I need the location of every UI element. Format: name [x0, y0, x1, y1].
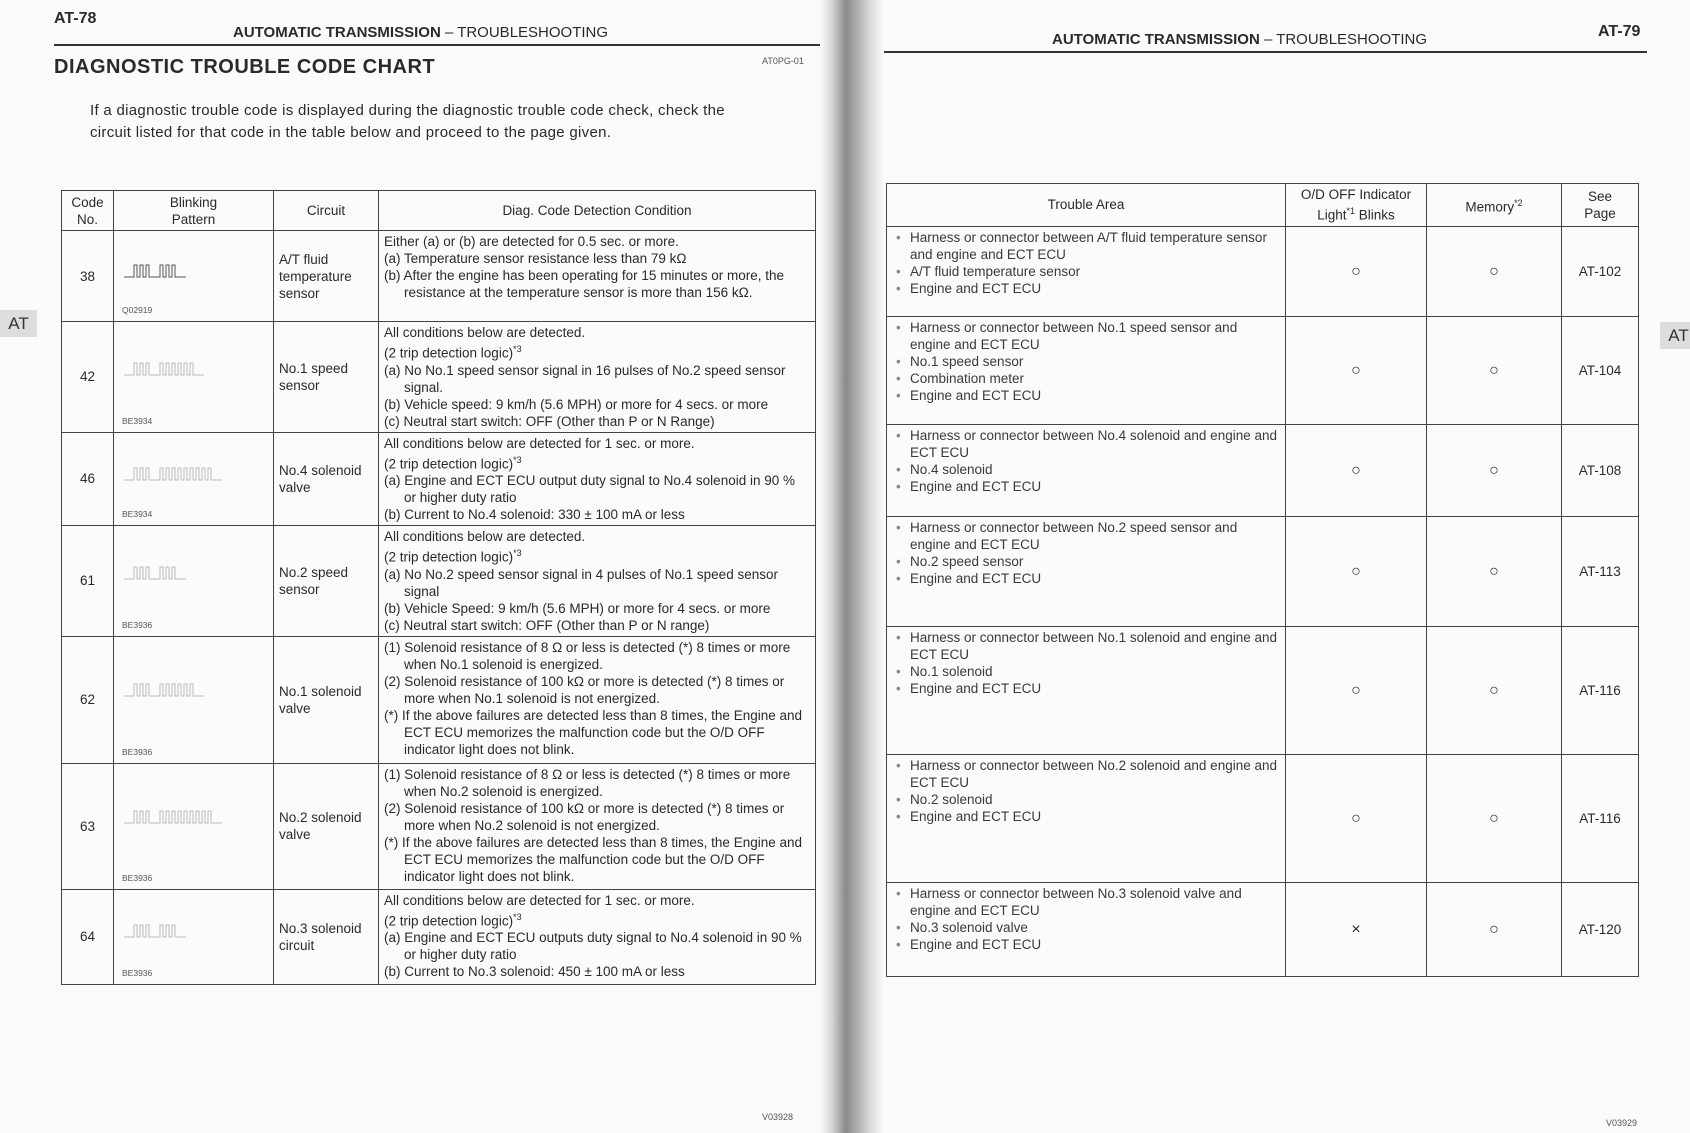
code-number: 63 [62, 763, 114, 889]
condition-line: (2 trip detection logic)$^{*3}$ [384, 344, 522, 361]
pulse-pattern-icon [124, 923, 254, 939]
condition-line: (2) Solenoid resistance of 100 kΩ or more is detected (*) 8 times or more when No.2 solenoid is not energized. [384, 800, 785, 833]
memory-mark: ○ [1427, 316, 1562, 424]
condition-line: (b) Vehicle speed: 9 km/h (5.6 MPH) or more for 4 secs. or more [384, 396, 769, 412]
od-off-blinks-mark: ○ [1286, 424, 1427, 516]
table-header-row [62, 191, 816, 231]
od-off-blinks-mark: ○ [1286, 626, 1427, 754]
trouble-area-item: • No.2 solenoid [892, 791, 1280, 808]
circuit-name: A/T fluid temperature sensor [274, 231, 379, 322]
detection-condition [379, 432, 816, 526]
od-off-blinks-mark: ○ [1286, 516, 1427, 626]
trouble-area-item: • Engine and ECT ECU [892, 570, 1280, 587]
memory-mark: ○ [1427, 226, 1562, 316]
memory-mark: ○ [1427, 882, 1562, 976]
header-text: Blinks [1355, 207, 1395, 223]
trouble-area-item: • Harness or connector between No.1 speed sensor and engine and ECT ECU [892, 319, 1280, 353]
condition-line: (1) Solenoid resistance of 8 Ω or less is detected (*) 8 times or more when No.2 solenoid is energized. [384, 766, 791, 799]
table-row [62, 231, 816, 322]
header-text: Memory [1465, 199, 1515, 214]
header-condition: Diag. Code Detection Condition [379, 191, 816, 231]
header-text: See [1587, 188, 1613, 204]
figure-code: BE3936 [122, 872, 153, 883]
intro-text [90, 100, 725, 144]
see-page: AT-116 [1562, 626, 1639, 754]
figure-code: BE3936 [122, 967, 153, 978]
od-off-blinks-mark: ○ [1286, 316, 1427, 424]
header-text: Page [1584, 205, 1616, 221]
figure-code: Q02919 [122, 305, 153, 315]
pulse-pattern-icon [124, 565, 254, 581]
circuit-name: No.3 solenoid circuit [274, 889, 379, 984]
blinking-pattern [114, 636, 274, 763]
header-circuit: Circuit [274, 191, 379, 231]
detection-condition [379, 636, 816, 763]
condition-line: (c) Neutral start switch: OFF (Other than P or N Range) [384, 413, 715, 429]
blinking-pattern [114, 889, 274, 984]
running-head-rest: – TROUBLESHOOTING [440, 24, 609, 41]
header-pattern [114, 191, 274, 231]
figure-code: V03928 [762, 1112, 794, 1122]
od-off-blinks-mark: ○ [1286, 754, 1427, 882]
trouble-area-item: • Harness or connector between No.2 speed sensor and engine and ECT ECU [892, 519, 1280, 553]
blinking-pattern [114, 763, 274, 889]
pulse-pattern-icon [124, 682, 254, 698]
header-code [62, 191, 114, 231]
trouble-area-item: • No.1 solenoid [892, 663, 1280, 680]
detection-condition [379, 526, 816, 637]
header-text: Light [1317, 207, 1347, 223]
memory-mark: ○ [1427, 424, 1562, 516]
trouble-area-item: • A/T fluid temperature sensor [892, 263, 1280, 280]
condition-line: All conditions below are detected for 1 sec. or more. [384, 435, 695, 451]
trouble-area-item: • No.3 solenoid valve [892, 919, 1280, 936]
table-row [887, 754, 1639, 882]
code-number: 64 [62, 889, 114, 984]
intro-line: circuit listed for that code in the table below and proceed to the page given. [90, 124, 612, 141]
pulse-pattern-icon [124, 466, 254, 482]
circuit-name: No.1 speed sensor [274, 322, 379, 433]
condition-line: (a) Temperature sensor resistance less than 79 kΩ [384, 251, 687, 266]
pulse-line [124, 567, 186, 579]
trouble-area [887, 626, 1286, 754]
see-page: AT-120 [1562, 882, 1639, 976]
header-od-off-blinks [1286, 184, 1427, 227]
header-text [1291, 203, 1421, 224]
trouble-area-item: • No.1 speed sensor [892, 353, 1280, 370]
trouble-area-item: • Engine and ECT ECU [892, 680, 1280, 697]
trouble-area-item: • Engine and ECT ECU [892, 808, 1280, 825]
condition-line: (1) Solenoid resistance of 8 Ω or less is detected (*) 8 times or more when No.1 solenoid is energized. [384, 639, 791, 672]
condition-line: (a) Engine and ECT ECU outputs duty signal to No.4 solenoid in 90 % or higher duty ratio [384, 930, 802, 962]
table-row [62, 432, 816, 526]
table-row [887, 626, 1639, 754]
page-number: AT-79 [1598, 23, 1641, 40]
figure-code: BE3936 [122, 619, 153, 630]
running-head [233, 24, 608, 41]
page-number: AT-78 [54, 10, 97, 27]
code-number: 42 [62, 322, 114, 433]
header-text: Pattern [171, 211, 216, 227]
table-row [887, 516, 1639, 626]
running-head-rest: – TROUBLESHOOTING [1259, 31, 1428, 48]
section-tab: AT [1660, 322, 1690, 349]
table-row [62, 763, 816, 889]
footnote-mark: *3 [513, 344, 522, 354]
header-text: No. [76, 211, 98, 227]
running-head-bold: AUTOMATIC TRANSMISSION [233, 24, 441, 41]
condition-line: All conditions below are detected. [384, 529, 586, 544]
figure-code: BE3934 [122, 415, 153, 426]
header-memory [1427, 184, 1562, 227]
pulse-pattern-icon [124, 809, 254, 825]
pulse-line [124, 684, 204, 696]
trouble-area-item: • Harness or connector between No.2 solenoid and engine and ECT ECU [892, 757, 1280, 791]
trouble-area-item: • No.2 speed sensor [892, 553, 1280, 570]
trouble-area-item: • Harness or connector between No.3 solenoid valve and engine and ECT ECU [892, 885, 1280, 919]
running-head-bold: AUTOMATIC TRANSMISSION [1052, 31, 1260, 48]
pulse-line [124, 363, 204, 375]
code-number: 61 [62, 526, 114, 637]
condition-line: (2 trip detection logic)$^{*3}$ [384, 454, 522, 471]
see-page: AT-102 [1562, 226, 1639, 316]
table-row [887, 316, 1639, 424]
trouble-area-item: • Engine and ECT ECU [892, 478, 1280, 495]
pulse-line [124, 811, 222, 823]
detection-condition [379, 889, 816, 984]
trouble-area-item: • Harness or connector between No.4 solenoid and engine and ECT ECU [892, 427, 1280, 461]
footnote-mark: *3 [513, 548, 522, 558]
figure-code: BE3934 [122, 509, 153, 519]
header-trouble-area: Trouble Area [887, 184, 1286, 227]
condition-line: (b) Vehicle Speed: 9 km/h (5.6 MPH) or more for 4 secs. or more [384, 600, 771, 616]
table-row [62, 322, 816, 433]
condition-line: (b) Current to No.4 solenoid: 330 ± 100 mA or less [384, 507, 685, 522]
running-head [1052, 31, 1427, 48]
code-number: 38 [62, 231, 114, 322]
header-text: O/D OFF Indicator [1300, 187, 1412, 202]
table-row [887, 226, 1639, 316]
detection-condition [379, 763, 816, 889]
memory-mark: ○ [1427, 516, 1562, 626]
table-row [887, 424, 1639, 516]
circuit-name: No.1 solenoid valve [274, 636, 379, 763]
condition-line: (b) After the engine has been operating for 15 minutes or more, the resistance at the temperature sensor is more than 156 kΩ. [384, 268, 784, 300]
trouble-area [887, 424, 1286, 516]
table-row [62, 636, 816, 763]
footnote-mark: *2 [1514, 197, 1523, 208]
header-text: Blinking [169, 194, 218, 210]
book-spine-shadow [820, 0, 884, 1133]
footnote-mark: *1 [1346, 206, 1356, 216]
pulse-pattern-icon [124, 361, 254, 377]
table-row [62, 889, 816, 984]
condition-line: (*) If the above failures are detected less than 8 times, the Engine and ECT ECU memorizes the malfunction code but the O/D OFF indicator light does not blink. [384, 707, 802, 757]
memory-mark: ○ [1427, 754, 1562, 882]
section-tab: AT [0, 310, 37, 337]
circuit-name: No.4 solenoid valve [274, 432, 379, 526]
figure-code: V03929 [1606, 1118, 1638, 1128]
trouble-area-item: • Engine and ECT ECU [892, 936, 1280, 953]
detection-condition [379, 231, 816, 322]
pulse-pattern-icon [124, 263, 254, 279]
detection-condition [379, 322, 816, 433]
see-page: AT-116 [1562, 754, 1639, 882]
footnote-mark: *3 [513, 454, 522, 465]
pulse-line [124, 265, 186, 277]
circuit-name: No.2 speed sensor [274, 526, 379, 637]
blinking-pattern [114, 322, 274, 433]
condition-line: All conditions below are detected. [384, 325, 586, 340]
trouble-area-item: • Engine and ECT ECU [892, 280, 1280, 297]
pulse-line [124, 468, 222, 480]
intro-line: If a diagnostic trouble code is displayed during the diagnostic trouble code check, check the [90, 102, 725, 119]
trouble-area-item: • Combination meter [892, 370, 1280, 387]
trouble-area [887, 226, 1286, 316]
condition-line: (a) No No.2 speed sensor signal in 4 pulses of No.1 speed sensor signal [384, 566, 778, 599]
trouble-area-item: • Harness or connector between No.1 solenoid and engine and ECT ECU [892, 629, 1280, 663]
od-off-blinks-mark: × [1286, 882, 1427, 976]
condition-line: All conditions below are detected for 1 sec. or more. [384, 892, 695, 908]
condition-line: (c) Neutral start switch: OFF (Other than P or N range) [384, 617, 710, 633]
trouble-area [887, 754, 1286, 882]
pulse-line [124, 925, 186, 937]
header-see-page [1562, 184, 1639, 227]
see-page: AT-108 [1562, 424, 1639, 516]
code-number: 46 [62, 432, 114, 526]
condition-line: (a) Engine and ECT ECU output duty signal to No.4 solenoid in 90 % or higher duty ratio [384, 473, 795, 505]
condition-line: (*) If the above failures are detected less than 8 times, the Engine and ECT ECU memorizes the malfunction code but the O/D OFF indicator light does not blink. [384, 834, 802, 884]
trouble-area [887, 316, 1286, 424]
blinking-pattern [114, 231, 274, 322]
condition-line: (b) Current to No.3 solenoid: 450 ± 100 mA or less [384, 964, 685, 979]
trouble-area-item: • No.4 solenoid [892, 461, 1280, 478]
condition-line: (2 trip detection logic)$^{*3}$ [384, 911, 522, 928]
trouble-area-item: • Engine and ECT ECU [892, 387, 1280, 404]
page-title: DIAGNOSTIC TROUBLE CODE CHART [54, 56, 436, 78]
trouble-area [887, 516, 1286, 626]
table-row [62, 526, 816, 637]
trouble-area-table [886, 183, 1639, 977]
figure-code: BE3936 [122, 746, 153, 757]
blinking-pattern [114, 526, 274, 637]
see-page: AT-104 [1562, 316, 1639, 424]
trouble-area-item: • Harness or connector between A/T fluid temperature sensor and engine and ECT ECU [892, 229, 1280, 263]
circuit-name: No.2 solenoid valve [274, 763, 379, 889]
condition-line: (a) No No.1 speed sensor signal in 16 pulses of No.2 speed sensor signal. [384, 362, 786, 395]
condition-line: (2) Solenoid resistance of 100 kΩ or more is detected (*) 8 times or more when No.1 solenoid is not energized. [384, 673, 785, 706]
table-row [887, 882, 1639, 976]
trouble-code-table [61, 190, 816, 985]
header-rule [884, 51, 1647, 53]
blinking-pattern [114, 432, 274, 526]
trouble-area [887, 882, 1286, 976]
condition-line: Either (a) or (b) are detected for 0.5 sec. or more. [384, 234, 679, 249]
condition-line: (2 trip detection logic)$^{*3}$ [384, 548, 522, 565]
table-header-row [887, 184, 1639, 227]
code-number: 62 [62, 636, 114, 763]
see-page: AT-113 [1562, 516, 1639, 626]
header-text: Code [71, 194, 104, 210]
footnote-mark: *3 [513, 911, 522, 922]
header-rule [54, 44, 820, 46]
od-off-blinks-mark: ○ [1286, 226, 1427, 316]
section-code: AT0PG-01 [762, 56, 804, 66]
memory-mark: ○ [1427, 626, 1562, 754]
